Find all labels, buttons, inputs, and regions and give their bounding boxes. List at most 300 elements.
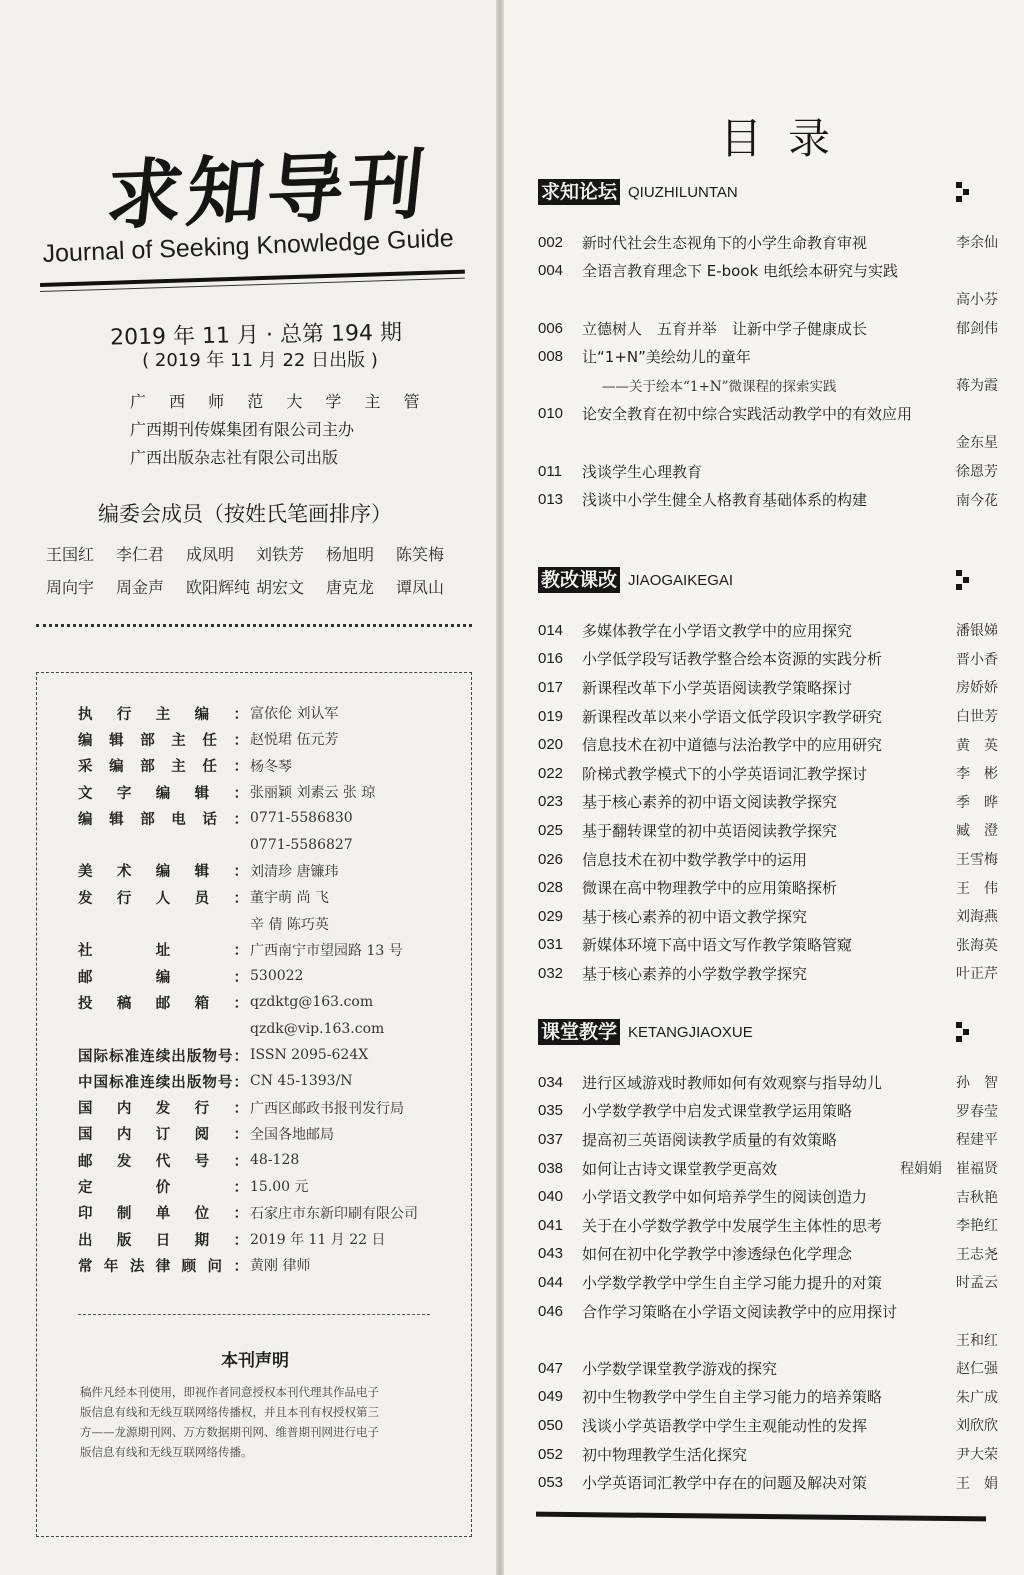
notice-body [80,1382,450,1462]
label-char: 问 [207,1258,223,1275]
masthead-label [78,729,248,750]
label-char: ： [233,785,248,802]
page-number: 044 [538,1273,564,1291]
page-number: 025 [538,821,564,839]
label-char: 阅 [194,1127,210,1144]
article-title: 多媒体教学在小学语文教学中的应用探究 [582,621,853,640]
masthead-row [78,779,468,805]
page-number: 014 [538,621,564,639]
label-char: 行 [194,1101,210,1118]
label-char: 邮 [155,995,171,1012]
issue-line: 2019 年 11 月 · 总第 194 期 [109,320,403,351]
label-char: 代 [155,1153,171,1170]
article-author: 叶正芹 [956,966,998,983]
label-char: 顾 [181,1258,197,1275]
label-char: 美 [78,864,93,881]
article-title: 小学低学段写话教学整合绘本资源的实践分析 [582,650,883,669]
masthead-row [78,1121,468,1147]
page-number: 013 [538,491,564,509]
publication-date: ( 2019 年 11 月 22 日出版 ) [142,350,378,371]
label-char: 文 [78,785,93,802]
page-number: 031 [538,936,564,954]
article-author: 潘银娣 [956,623,998,640]
article-author: 尹大荣 [956,1447,998,1464]
label-char: 版 [186,1048,202,1065]
article-title: 初中物理教学生活化探究 [582,1445,748,1464]
toc-entry [538,1440,998,1469]
toc-entry [538,873,998,902]
page-number: 034 [538,1073,564,1091]
article-author: 刘海燕 [956,909,998,926]
label-char: ： [233,864,248,881]
article-author: 蒋为霞 [956,378,998,395]
toc-entry [538,1383,998,1412]
toc-entry [538,428,998,457]
article-author: 李 彬 [956,766,998,783]
article-author: 李余仙 [956,235,998,252]
toc-entry [538,485,998,514]
article-author: 王 娟 [956,1475,998,1492]
article-author: 晋小香 [956,651,998,668]
article-title: 小学英语词汇教学中存在的问题及解决对策 [582,1474,868,1493]
masthead-value: 辛 倩 陈巧英 [250,916,329,933]
masthead-row [78,1173,468,1199]
masthead-value: 张丽颖 刘素云 张 琼 [250,785,376,802]
article-title: 合作学习策略在小学语文阅读教学中的应用探讨 [582,1302,898,1321]
label-char: 电 [171,811,186,828]
masthead-row [78,884,468,910]
label-char: 部 [140,759,155,776]
label-char: 连 [140,1048,155,1065]
page-number: 026 [538,850,564,868]
article-author: 郁剑伟 [956,321,998,338]
masthead-row [78,1226,468,1252]
toc-section-jiaogaikegai [538,566,998,988]
toc-entries [538,616,998,988]
board-member: 唐克龙 [326,578,375,597]
article-author: 王志尧 [956,1246,998,1263]
label-char: 部 [140,732,155,749]
toc-entry [538,371,998,400]
masthead-label [78,860,248,881]
label-char: 稿 [116,995,132,1012]
toc-entry [538,342,998,371]
label-char: 发 [78,890,93,907]
masthead-row [78,937,468,963]
label-char: ： [233,706,248,723]
page-number: 032 [538,964,564,982]
masthead-value: ISSN 2095-624X [250,1047,369,1063]
label-char: 编 [155,969,171,986]
label-char: 任 [202,759,217,776]
masthead-value: qzdk@vip.163.com [250,1020,385,1037]
toc-entry [538,1154,998,1183]
masthead-label [78,1097,248,1118]
toc-entry [538,931,998,960]
toc-entries [538,1068,998,1497]
page-number: 038 [538,1159,564,1177]
section-header [538,1018,998,1046]
article-title: 进行区域游戏时教师如何有效观察与指导幼儿 [582,1073,883,1092]
label-char: ： [233,811,248,828]
label-char: ： [233,890,248,907]
label-char: 国 [78,1127,93,1144]
page-number: 052 [538,1445,564,1463]
section-arrow-icon [956,570,970,590]
section-pinyin: JIAOGAIKEGAI [628,571,734,589]
section-label: 课堂教学 [538,1019,620,1045]
toc-entry [538,1068,998,1097]
article-author: 孙 智 [956,1075,998,1092]
masthead-row [78,963,468,989]
sponsors [130,388,429,472]
toc-entry [538,314,998,343]
masthead-row [78,700,468,726]
label-char: 发 [155,1101,171,1118]
label-char: 发 [116,1153,132,1170]
toc-entry [538,228,998,257]
notice-line: 方——龙源期刊网、万方数据期刊网、维普期刊网进行电子 [80,1425,379,1439]
label-char: 辑 [194,864,210,881]
board-member: 欧阳辉纯 [186,578,251,597]
toc-entry [538,645,998,674]
label-char: ： [233,1101,248,1118]
page-number: 004 [538,262,564,280]
label-char: ： [233,1153,248,1170]
label-char: ： [233,732,248,749]
sponsor-line: 广西期刊传媒集团有限公司主办 [130,420,355,439]
label-char: 标 [109,1074,124,1091]
article-title: 小学数学教学中学生自主学习能力提升的对策 [582,1273,883,1292]
page-number: 040 [538,1188,564,1206]
page-number: 043 [538,1245,564,1263]
label-char: 期 [194,1232,210,1249]
article-author: 南今花 [956,492,998,509]
dashed-divider [78,1314,430,1315]
article-title: 小学语文教学中如何培养学生的阅读创造力 [582,1188,868,1207]
board-member: 刘铁芳 [256,545,305,564]
label-char: 辑 [109,811,124,828]
masthead-value: 2019 年 11 月 22 日 [250,1232,386,1249]
article-author: 刘欣欣 [956,1418,998,1435]
label-char: ： [233,1048,248,1065]
toc-entry [538,1125,998,1154]
masthead-label [78,1045,248,1066]
page-number: 053 [538,1474,564,1492]
label-char: 编 [109,759,124,776]
label-char: 位 [194,1206,210,1223]
article-author: 朱广成 [956,1389,998,1406]
masthead-label [78,1071,248,1092]
section-header [538,178,998,206]
masthead-row [78,805,468,831]
label-char: 任 [202,732,217,749]
article-author: 王 伟 [956,880,998,897]
label-char: 版 [116,1232,132,1249]
page-number: 022 [538,764,564,782]
article-title: 基于核心素养的小学数学教学探究 [582,964,808,983]
article-title: 信息技术在初中数学教学中的运用 [582,850,808,869]
label-char: 行 [116,890,132,907]
board-member: 李仁君 [116,545,165,564]
page-number: 023 [538,793,564,811]
sponsor-line: 广 西 师 范 大 学 主 管 [130,392,429,411]
article-title: 阶梯式教学模式下的小学英语词汇教学探讨 [582,764,868,783]
label-char: ： [233,1127,248,1144]
label-char: ： [233,943,248,960]
masthead-value: 董宇萌 尚 飞 [250,890,329,907]
article-author: 臧 澄 [956,823,998,840]
toc-entry [538,1411,998,1440]
label-char: 连 [140,1074,155,1091]
dotted-divider [36,624,472,627]
page-number: 016 [538,650,564,668]
label-char: ： [233,969,248,986]
masthead-value: qzdktg@163.com [250,994,374,1011]
article-title: 新时代社会生态视角下的小学生命教育审视 [582,233,868,252]
article-title: 提高初三英语阅读教学质量的有效策略 [582,1130,838,1149]
page-number: 011 [538,462,562,480]
toc-entry [538,1297,998,1326]
label-char: 主 [171,759,186,776]
article-title: ——关于绘本“1+N”微课程的探索实践 [602,379,837,396]
toc-entry [538,616,998,645]
label-char: 编 [78,811,93,828]
board-member: 胡宏文 [256,578,305,597]
toc-entry [538,902,998,931]
article-author: 张海英 [956,937,998,954]
label-char: 订 [155,1127,171,1144]
masthead-info [78,700,468,1279]
section-header [538,566,998,594]
article-author: 赵仁强 [956,1361,998,1378]
notice-title: 本刊声明 [221,1351,289,1371]
article-title: 关于在小学数学教学中发展学生主体性的思考 [582,1216,883,1235]
masthead-value: 15.00 元 [250,1179,309,1196]
journal-english-title: Journal of Seeking Knowledge Guide [42,224,455,268]
masthead-label [78,887,248,908]
label-char: 邮 [78,969,93,986]
page-number: 020 [538,736,564,754]
article-title: 立德树人 五育并举 让新中学子健康成长 [582,319,868,338]
label-char: 内 [116,1127,132,1144]
book-spine [496,0,504,1575]
article-title: 基于核心素养的初中语文教学探究 [582,907,808,926]
masthead-value: 广西南宁市望园路 13 号 [250,942,403,959]
label-char: 续 [155,1074,171,1091]
label-char: 辑 [194,785,210,802]
masthead-label [78,992,248,1013]
article-title: 浅谈小学英语教学中学生主观能动性的发挥 [582,1416,868,1435]
toc-entry [538,1268,998,1297]
article-author: 徐恩芳 [956,464,998,481]
masthead-label [78,1229,248,1250]
label-char: 址 [155,943,171,960]
notice-line: 稿件凡经本刊使用，即视作者同意授权本刊代理其作品电子 [80,1385,379,1399]
label-char: 单 [155,1206,171,1223]
label-char: 箱 [194,995,210,1012]
section-pinyin: QIUZHILUNTAN [628,183,738,201]
label-char: 投 [78,995,93,1012]
masthead-value: 48-128 [250,1152,300,1169]
label-char: 国 [78,1048,93,1065]
toc-entry [538,845,998,874]
label-char: 号 [217,1074,233,1091]
label-char: 续 [155,1048,171,1065]
masthead-value: 0771-5586827 [250,836,353,853]
label-char: 常 [78,1258,93,1275]
toc-entry [538,1097,998,1126]
label-char: 执 [78,706,93,723]
label-char: 日 [155,1232,171,1249]
toc-entries [538,228,998,514]
toc-entry [538,702,998,731]
sponsor-line: 广西出版杂志社有限公司出版 [130,448,339,467]
article-title: 初中生物教学中学生自主学习能力的培养策略 [582,1388,883,1407]
label-char: 部 [140,811,155,828]
page-number: 047 [538,1359,564,1377]
label-char: 价 [155,1179,171,1196]
toc-entry [538,1182,998,1211]
label-char: 辑 [109,732,124,749]
article-author: 李艳红 [956,1218,998,1235]
article-title: 小学数学教学中启发式课堂教学运用策略 [582,1102,853,1121]
article-author: 程娟娟 [900,1161,942,1178]
toc-entry [538,1325,998,1354]
label-char: 印 [78,1206,93,1223]
masthead-row [78,726,468,752]
editorial-board-members [46,542,466,598]
label-char: ： [233,1232,248,1249]
toc-entry [538,400,998,429]
article-title: 如何在初中化学教学中渗透绿色化学理念 [582,1245,853,1264]
article-author: 王和红 [956,1332,998,1349]
label-char: 际 [93,1048,109,1065]
article-author: 房娇娇 [956,680,998,697]
toc-entry [538,959,998,988]
masthead-value: 广西区邮政书报刊发行局 [250,1100,404,1117]
article-title: 小学数学课堂教学游戏的探究 [582,1359,778,1378]
masthead-label [78,1202,248,1223]
masthead-value: 黄刚 律师 [250,1258,311,1275]
page-number: 037 [538,1130,564,1148]
section-arrow-icon [956,182,970,202]
label-char: 物 [202,1074,217,1091]
label-char: 编 [155,785,171,802]
article-title: 新媒体环境下高中语文写作教学策略管窥 [582,936,853,955]
board-member: 成凤明 [186,545,235,564]
label-char: 主 [171,732,186,749]
label-char: 版 [186,1074,202,1091]
page-number: 002 [538,233,564,251]
label-char: 行 [116,706,132,723]
label-char: 内 [116,1101,132,1118]
toc-title: 目录 [720,114,857,163]
page-number: 035 [538,1102,564,1120]
toc-entry [538,1240,998,1269]
label-char: ： [233,1206,248,1223]
page-number: 010 [538,405,564,423]
article-title: 浅谈中小学生健全人格教育基础体系的构建 [582,491,868,510]
notice-line: 版信息有线和无线互联网络传播。 [80,1445,253,1459]
article-title: 微课在高中物理教学中的应用策略探析 [582,879,838,898]
masthead-row [78,1068,468,1094]
toc-entry [538,1354,998,1383]
label-char: 标 [109,1048,124,1065]
page-number: 008 [538,348,564,366]
label-char: ： [233,1074,248,1091]
masthead-value: 富依伦 刘认军 [250,706,339,723]
label-char: 编 [78,732,93,749]
page-number: 029 [538,907,564,925]
label-char: ： [233,1179,248,1196]
masthead-row [78,753,468,779]
page-number: 019 [538,707,564,725]
page-number: 017 [538,678,564,696]
label-char: 出 [171,1074,186,1091]
board-member: 周向宇 [46,578,95,597]
masthead-label [78,782,248,803]
label-char: 编 [194,706,210,723]
masthead-value: 0771-5586830 [250,810,353,827]
article-title: 新课程改革以来小学语文低学段识字教学研究 [582,707,883,726]
toc-entry [538,1211,998,1240]
label-char: 律 [155,1258,171,1275]
label-char: 采 [78,759,93,776]
article-title: 如何让古诗文课堂教学更高效 [582,1159,778,1178]
masthead-row [78,1016,468,1042]
masthead-label [78,1150,248,1171]
editorial-board-title: 编委会成员（按姓氏笔画排序） [98,502,392,526]
article-title: 基于核心素养的初中语文阅读教学探究 [582,793,838,812]
label-char: ： [233,759,248,776]
label-char: 邮 [78,1153,93,1170]
page-number: 006 [538,319,564,337]
label-char: 人 [155,890,171,907]
label-char: ： [233,995,248,1012]
article-author: 时孟云 [956,1275,998,1292]
masthead-value: 刘清珍 唐镰玮 [250,863,339,880]
article-title: 让“1+N”美绘幼儿的童年 [582,348,751,367]
label-char: 物 [202,1048,217,1065]
board-member: 谭凤山 [396,578,445,597]
toc-entry [538,257,998,286]
masthead-value: 530022 [250,968,304,985]
label-char: 制 [116,1206,132,1223]
label-char: 准 [124,1048,140,1065]
toc-entry [538,788,998,817]
label-char: 定 [78,1179,93,1196]
label-char: 中 [78,1074,93,1091]
article-author: 黄 英 [956,737,998,754]
label-char: 主 [155,706,171,723]
label-char: 国 [78,1101,93,1118]
article-author: 白世芳 [956,709,998,726]
toc-entry [538,285,998,314]
masthead-row [78,1094,468,1120]
article-author: 程建平 [956,1132,998,1149]
masthead-label [78,1255,248,1276]
page-number: 046 [538,1302,564,1320]
label-char: 出 [78,1232,93,1249]
article-author: 季 晔 [956,794,998,811]
masthead-row [78,831,468,857]
masthead-label [78,1123,248,1144]
masthead-row [78,989,468,1015]
toc-entry [538,730,998,759]
toc-entry [538,816,998,845]
toc-section-qiuzhiluntan [538,178,998,514]
